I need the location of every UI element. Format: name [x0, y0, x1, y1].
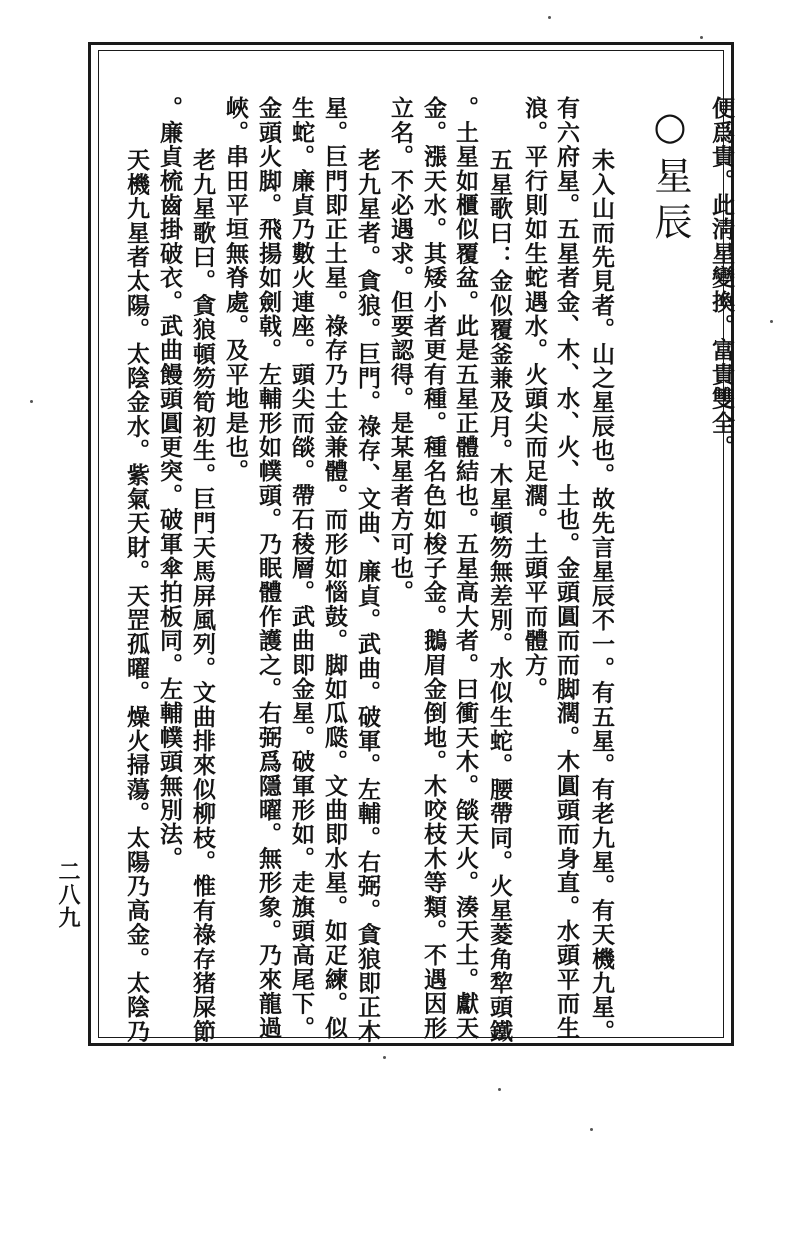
text-column-3: 未入山而先見者。山之星辰也。故先言星辰不一。有五星。有老九星。有天機九星。 [588, 148, 615, 1044]
text-column-10: 老九星者。貪狼。巨門。祿存、文曲、廉貞。武曲。破軍。左輔。右弼。貪狼即正木 [354, 148, 381, 1044]
text-column-15: 老九星歌曰。貪狼頓笏筍初生。巨門天馬屏風列。文曲排來似柳枝。惟有祿存猪屎節 [189, 148, 216, 1044]
section-heading: ○星辰 [648, 104, 692, 248]
text-column-4: 有六府星。五星者金、木、水、火、土也。金頭圓而而脚濶。木圓頭而身直。水頭平而生 [553, 96, 580, 1040]
text-column-6: 五星歌曰：金似覆釜兼及月。木星頓笏無差別。水似生蛇。腰帶同。火星菱角犂頭鐵 [486, 148, 513, 1044]
scan-speck [498, 1088, 501, 1091]
page-number: 二八九 [55, 860, 81, 929]
text-column-13: 金頭火脚。飛揚如劍戟。左輔形如幞頭。乃眠體作護之。右弼爲隱曜。無形象。乃來龍過 [255, 96, 282, 1040]
text-column-12: 生蛇。廉貞乃數火連座。頭尖而燄。帶石稜層。武曲即金星。破軍形如。走旗頭高尾下。 [288, 96, 315, 1040]
scan-speck [700, 36, 703, 39]
text-column-5: 浪。平行則如生蛇遇水。火頭尖而足濶。土頭平而體方。 [521, 96, 548, 701]
text-column-11: 星。巨門即正土星。祿存乃土金兼體。而形如惱鼓。脚如瓜瓞。文曲即水星。如疋練。似 [321, 96, 348, 1040]
text-column-7: 。土星如櫃似覆盆。此是五星正體結也。五星高大者。曰衝天木。燄天火。湊天土。獻天 [452, 96, 479, 1040]
scan-speck [30, 400, 33, 403]
scan-speck [383, 1056, 386, 1059]
text-column-1: 便爲貴。此淸星變換。富貴雙全。 [708, 96, 735, 459]
scan-speck [770, 320, 773, 323]
text-column-14: 峽。串田平垣無脊處。及平地是也。 [222, 96, 249, 484]
text-column-9: 立名。不必遇求。但要認得。是某星者方可也。 [387, 96, 414, 605]
text-column-16: 。廉貞梳齒掛破衣。武曲饅頭圓更突。破軍傘拍板同。左輔幞頭無別法。 [156, 96, 183, 871]
scan-speck [548, 16, 551, 19]
scan-speck [590, 1128, 593, 1131]
text-column-8: 金。漲天水。其矮小者更有種。種名色如梭子金。鵝眉金倒地。木咬枝木等類。不遇因形 [420, 96, 447, 1040]
text-column-17: 天機九星者太陽。太陰金水。紫氣天財。天罡孤曜。燥火掃蕩。太陽乃高金。太陰乃 [123, 148, 150, 1044]
